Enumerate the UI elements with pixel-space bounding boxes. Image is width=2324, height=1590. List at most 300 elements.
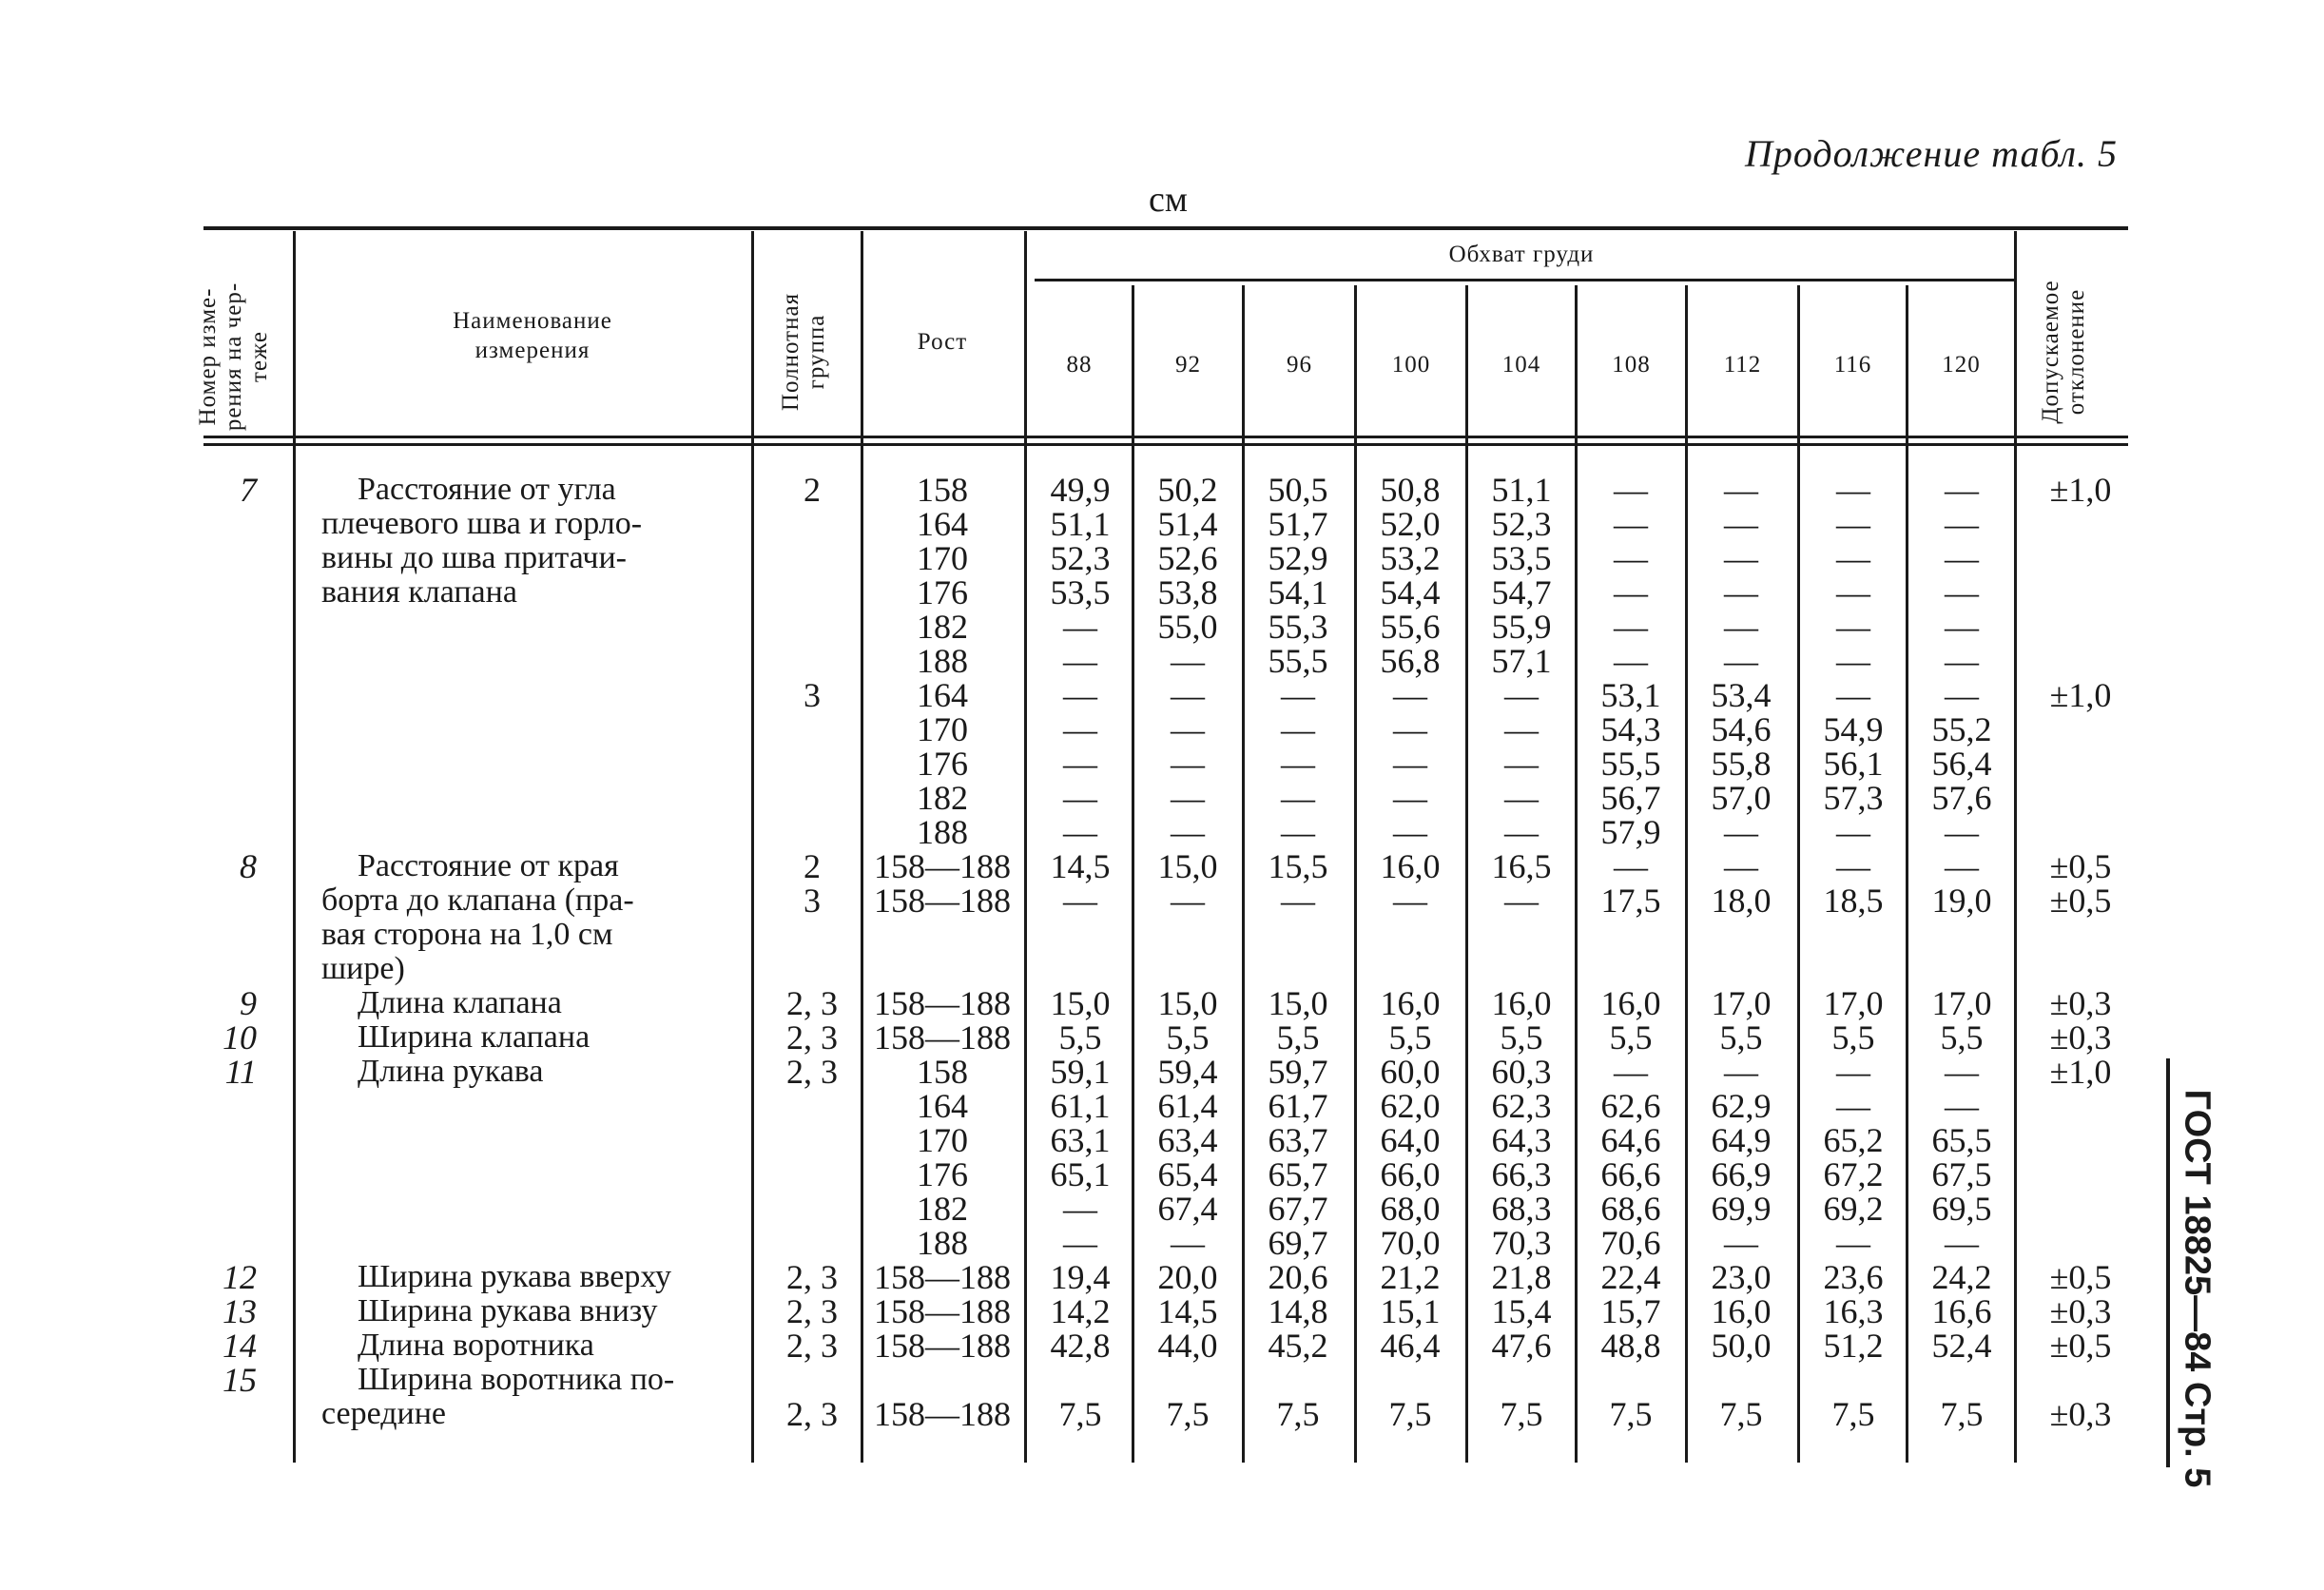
chest-88-value: 14,2: [1050, 1292, 1111, 1330]
chest-116-value: 23,6: [1823, 1258, 1884, 1296]
chest-92-value: [1134, 952, 1241, 986]
chest-88-value: 59,1: [1050, 1053, 1111, 1091]
fullness-group: 2: [804, 471, 821, 509]
chest-116-value: 57,3: [1823, 779, 1884, 817]
chest-108-value: —: [1614, 505, 1648, 543]
fullness-group: 2: [804, 847, 821, 885]
chest-104-value: 57,1: [1491, 642, 1552, 680]
height-value: [861, 1363, 1024, 1397]
unit-label: см: [1149, 180, 1188, 220]
chest-100-value: —: [1393, 813, 1427, 851]
measure-number: [181, 507, 257, 541]
measure-number: [181, 712, 257, 747]
chest-100-value: 68,0: [1380, 1190, 1441, 1228]
chest-88-value: —: [1063, 642, 1097, 680]
chest-116-value: —: [1836, 539, 1870, 577]
measure-name: [321, 610, 730, 644]
chest-88-value: —: [1063, 1190, 1097, 1228]
chest-96-value: 52,9: [1268, 539, 1328, 577]
measure-number: [181, 1397, 257, 1431]
fullness-group: [761, 918, 863, 952]
tolerance-value: [2025, 1192, 2136, 1226]
height-value: 170: [917, 539, 968, 577]
chest-112-value: —: [1724, 539, 1758, 577]
fullness-group: [761, 610, 863, 644]
chest-116-value: —: [1836, 1224, 1870, 1262]
tolerance-value: ±0,5: [2049, 1327, 2112, 1365]
height-value: [861, 918, 1024, 952]
tolerance-value: [2025, 1123, 2136, 1157]
chest-120-value: —: [1945, 505, 1979, 543]
chest-88-value: 14,5: [1050, 847, 1111, 885]
chest-112-value: 5,5: [1719, 1018, 1763, 1057]
tolerance-value: [2025, 1089, 2136, 1123]
chest-size-88: 88: [1066, 352, 1093, 378]
chest-116-value: 67,2: [1823, 1155, 1884, 1193]
chest-116-value: 56,1: [1823, 745, 1884, 783]
chest-104-value: 53,5: [1491, 539, 1552, 577]
chest-100-value: —: [1393, 710, 1427, 748]
measure-number: [181, 883, 257, 918]
chest-120-value: —: [1945, 471, 1979, 509]
chest-108-value: 66,6: [1600, 1155, 1661, 1193]
measure-name: вания клапана: [321, 574, 517, 610]
chest-92-value: —: [1171, 813, 1205, 851]
chest-112-value: —: [1724, 813, 1758, 851]
chest-112-value: [1688, 1363, 1794, 1397]
tolerance-value: [2025, 1363, 2136, 1397]
chest-92-value: 53,8: [1157, 573, 1218, 611]
chest-92-value: [1134, 1363, 1241, 1397]
chest-100-value: 70,0: [1380, 1224, 1441, 1262]
chest-96-value: 59,7: [1268, 1053, 1328, 1091]
chest-100-value: 60,0: [1380, 1053, 1441, 1091]
measure-number: [181, 1089, 257, 1123]
fullness-group: 3: [804, 676, 821, 714]
chest-104-value: 15,4: [1491, 1292, 1552, 1330]
fullness-group: 2, 3: [786, 1258, 838, 1296]
chest-96-value: 14,8: [1268, 1292, 1328, 1330]
chest-88-value: 63,1: [1050, 1121, 1111, 1159]
chest-112-value: 64,9: [1711, 1121, 1772, 1159]
height-value: 158—188: [874, 1258, 1011, 1296]
measure-number: 11: [224, 1053, 257, 1091]
chest-112-value: —: [1724, 573, 1758, 611]
chest-size-100: 100: [1391, 352, 1431, 378]
chest-88-value: 15,0: [1050, 984, 1111, 1022]
chest-112-value: [1688, 952, 1794, 986]
chest-116-value: —: [1836, 1053, 1870, 1091]
chest-96-value: 55,5: [1268, 642, 1328, 680]
side-rule: [2166, 1058, 2170, 1467]
chest-120-value: —: [1945, 1053, 1979, 1091]
fullness-group: [761, 747, 863, 781]
chest-112-value: 18,0: [1711, 882, 1772, 920]
header-height: Рост: [917, 329, 968, 355]
chest-104-value: [1468, 918, 1575, 952]
chest-100-value: 56,8: [1380, 642, 1441, 680]
chest-108-value: —: [1614, 539, 1648, 577]
chest-96-value: 67,7: [1268, 1190, 1328, 1228]
measure-number: 14: [223, 1327, 257, 1365]
chest-104-value: 54,7: [1491, 573, 1552, 611]
chest-120-value: —: [1945, 847, 1979, 885]
chest-116-value: —: [1836, 505, 1870, 543]
chest-112-value: 54,6: [1711, 710, 1772, 748]
chest-108-value: 55,5: [1600, 745, 1661, 783]
height-value: 158—188: [874, 984, 1011, 1022]
height-value: 188: [917, 1224, 968, 1262]
chest-120-value: [1908, 918, 2015, 952]
chest-108-value: 53,1: [1600, 676, 1661, 714]
chest-100-value: 16,0: [1380, 984, 1441, 1022]
chest-96-value: —: [1281, 676, 1315, 714]
chest-104-value: —: [1504, 882, 1539, 920]
chest-116-value: —: [1836, 813, 1870, 851]
tolerance-value: ±0,5: [2049, 1258, 2112, 1296]
height-value: 176: [917, 745, 968, 783]
fullness-group: 2, 3: [786, 1395, 838, 1433]
fullness-group: [761, 1192, 863, 1226]
chest-size-92: 92: [1175, 352, 1201, 378]
header-name: Наименование измерения: [453, 308, 612, 363]
fullness-group: [761, 644, 863, 678]
measure-number: [181, 1123, 257, 1157]
measure-number: [181, 1226, 257, 1260]
chest-108-value: 56,7: [1600, 779, 1661, 817]
chest-116-value: [1800, 952, 1907, 986]
chest-100-value: 64,0: [1380, 1121, 1441, 1159]
tolerance-value: ±1,0: [2049, 471, 2112, 509]
fullness-group: 2, 3: [786, 1053, 838, 1091]
chest-100-value: [1357, 1363, 1463, 1397]
chest-92-value: 5,5: [1166, 1018, 1210, 1057]
chest-108-value: 68,6: [1600, 1190, 1661, 1228]
chest-size-108: 108: [1612, 352, 1651, 378]
chest-116-value: —: [1836, 676, 1870, 714]
tolerance-value: [2025, 815, 2136, 849]
chest-104-value: 64,3: [1491, 1121, 1552, 1159]
chest-104-value: 62,3: [1491, 1087, 1552, 1125]
chest-size-104: 104: [1501, 352, 1541, 378]
chest-104-value: —: [1504, 779, 1539, 817]
height-value: 158: [917, 471, 968, 509]
chest-112-value: [1688, 918, 1794, 952]
chest-116-value: 5,5: [1831, 1018, 1875, 1057]
measure-name: [321, 1123, 730, 1157]
chest-88-value: [1027, 1363, 1133, 1397]
chest-88-value: 53,5: [1050, 573, 1111, 611]
chest-116-value: —: [1836, 642, 1870, 680]
chest-100-value: 53,2: [1380, 539, 1441, 577]
chest-116-value: —: [1836, 471, 1870, 509]
measure-name: Ширина рукава вверху: [358, 1259, 672, 1294]
chest-104-value: 51,1: [1491, 471, 1552, 509]
measure-number: 15: [223, 1361, 257, 1399]
measure-name: середине: [321, 1396, 447, 1431]
chest-104-value: 55,9: [1491, 608, 1552, 646]
tolerance-value: ±0,5: [2049, 847, 2112, 885]
chest-120-value: 55,2: [1931, 710, 1992, 748]
chest-92-value: 44,0: [1157, 1327, 1218, 1365]
height-value: 182: [917, 779, 968, 817]
chest-96-value: 15,0: [1268, 984, 1328, 1022]
chest-96-value: 20,6: [1268, 1258, 1328, 1296]
measure-name: [321, 815, 730, 849]
measure-name: борта до клапана (пра-: [321, 882, 634, 918]
table-caption: Продолжение табл. 5: [1745, 132, 2119, 175]
chest-108-value: 16,0: [1600, 984, 1661, 1022]
measure-name: плечевого шва и горло-: [321, 506, 643, 541]
chest-120-value: 17,0: [1931, 984, 1992, 1022]
chest-112-value: —: [1724, 471, 1758, 509]
chest-116-value: 18,5: [1823, 882, 1884, 920]
tolerance-value: [2025, 575, 2136, 610]
chest-108-value: 17,5: [1600, 882, 1661, 920]
measure-number: 7: [240, 471, 257, 509]
chest-92-value: 50,2: [1157, 471, 1218, 509]
chest-92-value: —: [1171, 882, 1205, 920]
chest-92-value: 55,0: [1157, 608, 1218, 646]
measure-name: Ширина клапана: [358, 1019, 591, 1055]
height-value: 176: [917, 1155, 968, 1193]
chest-88-value: 65,1: [1050, 1155, 1111, 1193]
height-value: 182: [917, 1190, 968, 1228]
top-rule: [203, 226, 2128, 230]
chest-96-value: 69,7: [1268, 1224, 1328, 1262]
measure-number: [181, 781, 257, 815]
chest-116-value: —: [1836, 608, 1870, 646]
chest-96-value: 51,7: [1268, 505, 1328, 543]
measure-number: 10: [223, 1018, 257, 1057]
chest-88-value: —: [1063, 745, 1097, 783]
chest-112-value: 69,9: [1711, 1190, 1772, 1228]
chest-116-value: [1800, 1363, 1907, 1397]
tolerance-value: [2025, 610, 2136, 644]
header-bottom-rule: [203, 436, 2128, 438]
chest-92-value: 52,6: [1157, 539, 1218, 577]
tolerance-value: ±0,3: [2049, 1395, 2112, 1433]
chest-96-value: [1245, 1363, 1351, 1397]
chest-100-value: 7,5: [1388, 1395, 1432, 1433]
chest-120-value: 65,5: [1931, 1121, 1992, 1159]
measure-name: [321, 678, 730, 712]
fullness-group: [761, 1363, 863, 1397]
chest-104-value: 16,5: [1491, 847, 1552, 885]
fullness-group: [761, 1157, 863, 1192]
chest-100-value: 54,4: [1380, 573, 1441, 611]
chest-108-value: —: [1614, 1053, 1648, 1091]
measure-name: шире): [321, 951, 405, 986]
chest-112-value: 53,4: [1711, 676, 1772, 714]
measure-number: [181, 1157, 257, 1192]
chest-120-value: —: [1945, 676, 1979, 714]
chest-92-value: 14,5: [1157, 1292, 1218, 1330]
fullness-group: [761, 1226, 863, 1260]
chest-96-value: 50,5: [1268, 471, 1328, 509]
measure-name: [321, 747, 730, 781]
measure-name: Длина клапана: [358, 985, 562, 1020]
chest-108-value: 57,9: [1600, 813, 1661, 851]
chest-104-value: 60,3: [1491, 1053, 1552, 1091]
chest-88-value: —: [1063, 676, 1097, 714]
chest-112-value: 7,5: [1719, 1395, 1763, 1433]
tolerance-value: ±1,0: [2049, 676, 2112, 714]
chest-120-value: —: [1945, 1224, 1979, 1262]
chest-104-value: [1468, 952, 1575, 986]
chest-120-value: —: [1945, 813, 1979, 851]
chest-116-value: 16,3: [1823, 1292, 1884, 1330]
chest-100-value: 21,2: [1380, 1258, 1441, 1296]
chest-108-value: [1578, 918, 1684, 952]
chest-96-value: 55,3: [1268, 608, 1328, 646]
chest-100-value: 55,6: [1380, 608, 1441, 646]
tolerance-value: [2025, 781, 2136, 815]
chest-88-value: —: [1063, 813, 1097, 851]
chest-92-value: —: [1171, 745, 1205, 783]
chest-92-value: 63,4: [1157, 1121, 1218, 1159]
chest-104-value: [1468, 1363, 1575, 1397]
header-num: Номер изме-рения на чер-теже: [195, 281, 272, 432]
chest-92-value: 51,4: [1157, 505, 1218, 543]
chest-120-value: —: [1945, 608, 1979, 646]
chest-104-value: 7,5: [1500, 1395, 1543, 1433]
chest-size-112: 112: [1723, 352, 1762, 378]
measure-name: Ширина воротника по-: [358, 1362, 675, 1397]
chest-88-value: 42,8: [1050, 1327, 1111, 1365]
chest-116-value: —: [1836, 847, 1870, 885]
chest-96-value: —: [1281, 710, 1315, 748]
chest-112-value: 57,0: [1711, 779, 1772, 817]
chest-88-value: 61,1: [1050, 1087, 1111, 1125]
height-value: 188: [917, 642, 968, 680]
measure-number: [181, 678, 257, 712]
chest-108-value: 48,8: [1600, 1327, 1661, 1365]
chest-120-value: —: [1945, 642, 1979, 680]
tolerance-value: [2025, 541, 2136, 575]
chest-120-value: 5,5: [1940, 1018, 1984, 1057]
measure-number: 13: [223, 1292, 257, 1330]
chest-108-value: 64,6: [1600, 1121, 1661, 1159]
chest-88-value: 7,5: [1058, 1395, 1102, 1433]
tolerance-value: [2025, 747, 2136, 781]
header-bottom-rule-2: [203, 443, 2128, 446]
chest-108-value: —: [1614, 608, 1648, 646]
chest-116-value: —: [1836, 573, 1870, 611]
chest-108-value: 5,5: [1609, 1018, 1653, 1057]
height-value: 158—188: [874, 847, 1011, 885]
chest-116-value: 7,5: [1831, 1395, 1875, 1433]
chest-104-value: 68,3: [1491, 1190, 1552, 1228]
chest-100-value: —: [1393, 676, 1427, 714]
measure-name: Расстояние от края: [358, 848, 619, 883]
fullness-group: 2, 3: [786, 1018, 838, 1057]
height-value: 182: [917, 608, 968, 646]
fullness-group: 2, 3: [786, 1327, 838, 1365]
chest-92-value: 7,5: [1166, 1395, 1210, 1433]
chest-92-value: 59,4: [1157, 1053, 1218, 1091]
chest-88-value: —: [1063, 710, 1097, 748]
chest-100-value: [1357, 918, 1463, 952]
chest-100-value: 16,0: [1380, 847, 1441, 885]
tolerance-value: [2025, 918, 2136, 952]
height-value: 158—188: [874, 1018, 1011, 1057]
chest-108-value: [1578, 952, 1684, 986]
height-value: 158—188: [874, 882, 1011, 920]
measure-number: [181, 541, 257, 575]
measure-number: [181, 644, 257, 678]
measure-number: [181, 747, 257, 781]
chest-92-value: 67,4: [1157, 1190, 1218, 1228]
fullness-group: 3: [804, 882, 821, 920]
chest-112-value: 66,9: [1711, 1155, 1772, 1193]
chest-88-value: [1027, 952, 1133, 986]
tolerance-value: ±1,0: [2049, 1053, 2112, 1091]
fullness-group: 2, 3: [786, 1292, 838, 1330]
fullness-group: [761, 541, 863, 575]
chest-96-value: 65,7: [1268, 1155, 1328, 1193]
chest-120-value: 57,6: [1931, 779, 1992, 817]
chest-104-value: 66,3: [1491, 1155, 1552, 1193]
chest-120-value: —: [1945, 1087, 1979, 1125]
chest-104-value: 47,6: [1491, 1327, 1552, 1365]
height-value: 158—188: [874, 1395, 1011, 1433]
chest-96-value: —: [1281, 745, 1315, 783]
chest-96-value: [1245, 918, 1351, 952]
height-value: 164: [917, 676, 968, 714]
chest-112-value: 62,9: [1711, 1087, 1772, 1125]
chest-96-value: 7,5: [1276, 1395, 1320, 1433]
chest-96-value: —: [1281, 882, 1315, 920]
measure-number: [181, 1192, 257, 1226]
chest-112-value: —: [1724, 505, 1758, 543]
tolerance-value: [2025, 507, 2136, 541]
chest-88-value: 49,9: [1050, 471, 1111, 509]
chest-92-value: —: [1171, 676, 1205, 714]
chest-120-value: —: [1945, 573, 1979, 611]
measure-name: Расстояние от угла: [358, 472, 616, 507]
chest-100-value: 46,4: [1380, 1327, 1441, 1365]
chest-92-value: 65,4: [1157, 1155, 1218, 1193]
measure-name: [321, 1226, 730, 1260]
chest-92-value: —: [1171, 710, 1205, 748]
measure-name: [321, 1192, 730, 1226]
measure-number: [181, 952, 257, 986]
fullness-group: [761, 507, 863, 541]
chest-88-value: 5,5: [1058, 1018, 1102, 1057]
chest-92-value: 20,0: [1157, 1258, 1218, 1296]
chest-size-116: 116: [1833, 352, 1872, 378]
chest-108-value: [1578, 1363, 1684, 1397]
tolerance-value: [2025, 1226, 2136, 1260]
measure-number: [181, 815, 257, 849]
height-value: 158—188: [874, 1327, 1011, 1365]
chest-92-value: —: [1171, 1224, 1205, 1262]
tolerance-value: ±0,3: [2049, 1018, 2112, 1057]
chest-88-value: 19,4: [1050, 1258, 1111, 1296]
chest-96-value: 15,5: [1268, 847, 1328, 885]
height-value: 158—188: [874, 1292, 1011, 1330]
chest-96-value: 63,7: [1268, 1121, 1328, 1159]
header-group: Полнотная группа: [778, 292, 829, 412]
chest-88-value: —: [1063, 882, 1097, 920]
tolerance-value: [2025, 1157, 2136, 1192]
chest-112-value: 50,0: [1711, 1327, 1772, 1365]
measure-name: [321, 644, 730, 678]
height-value: [861, 952, 1024, 986]
chest-92-value: 15,0: [1157, 847, 1218, 885]
measure-number: 9: [240, 984, 257, 1022]
